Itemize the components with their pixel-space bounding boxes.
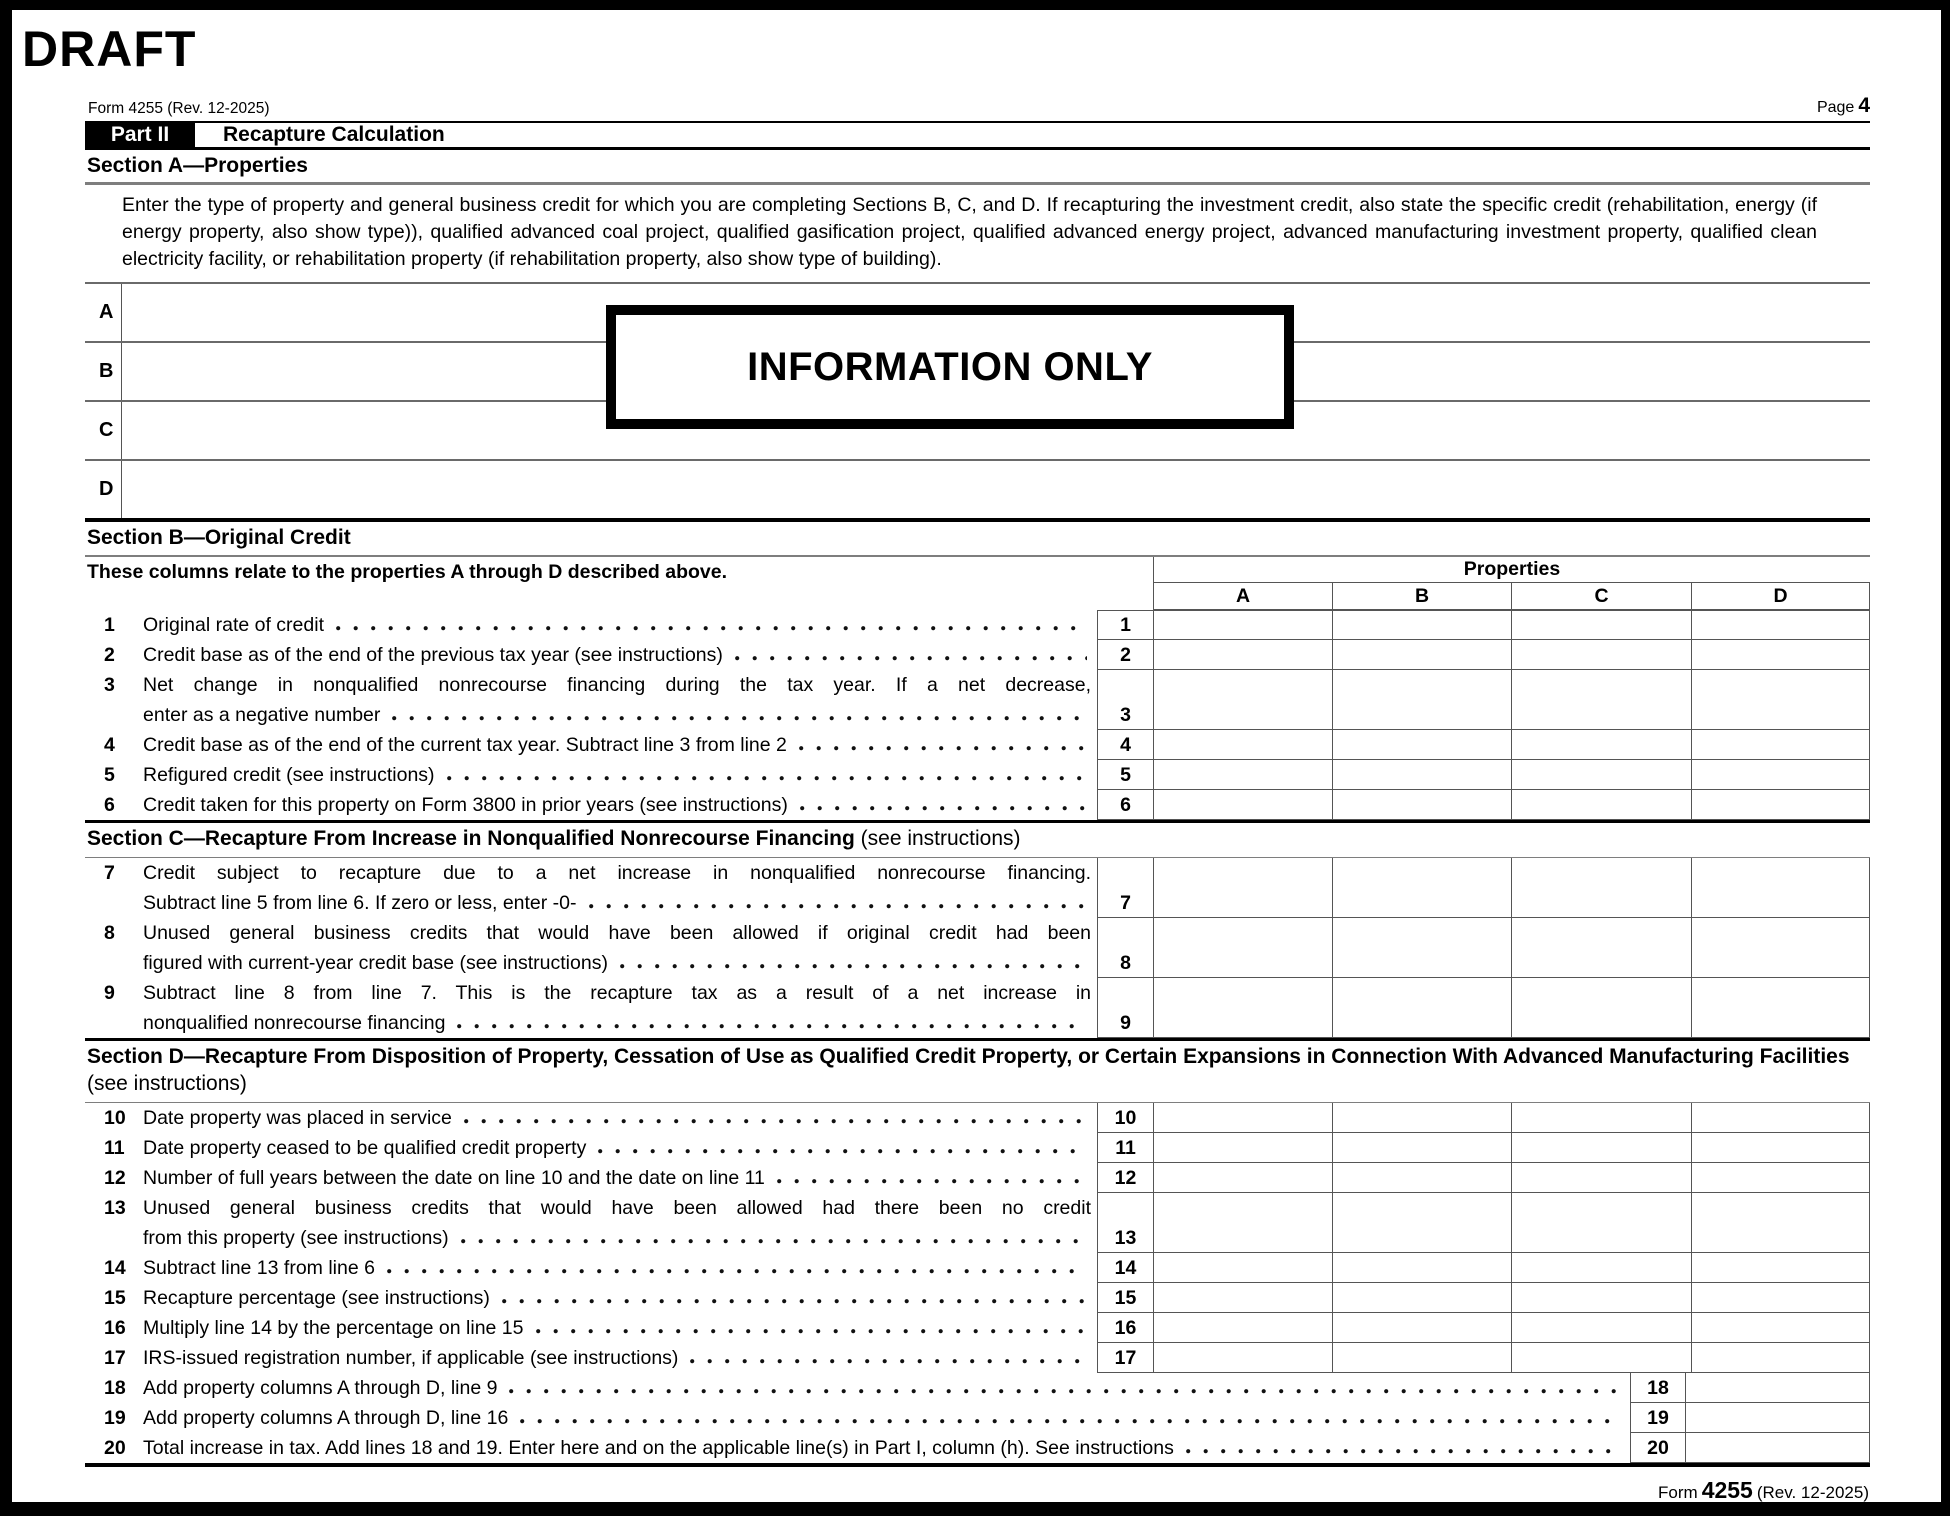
part-2-label: Part II (85, 123, 195, 147)
line-15-property-d-cell (1691, 1283, 1870, 1313)
line-20-amount-cell (1685, 1433, 1870, 1463)
property-row-label-d: D (85, 461, 122, 518)
line-11-property-b-cell (1332, 1133, 1511, 1163)
line-19-number-box: 19 (1630, 1403, 1685, 1433)
line-18-number: 18 (104, 1376, 126, 1399)
line-11-number: 11 (104, 1136, 125, 1159)
line-3-number: 3 (104, 674, 115, 696)
section-a-header: Section A—Properties (85, 150, 1870, 185)
page-footer (85, 1477, 1870, 1504)
column-header-a: A (1153, 583, 1332, 610)
line-9-property-b-cell (1332, 978, 1511, 1038)
line-16-property-a-cell (1153, 1313, 1332, 1343)
page-number (1817, 94, 1870, 118)
page-header-row (85, 94, 1870, 118)
line-16-property-d-cell (1691, 1313, 1870, 1343)
line-5-number-box: 5 (1097, 760, 1153, 790)
line-17-number: 17 (104, 1346, 126, 1369)
line-2-property-d-cell (1691, 640, 1870, 670)
line-17-property-c-cell (1511, 1343, 1691, 1373)
line-18-description: 18 Add property columns A through D, line 9 (85, 1373, 1630, 1403)
line-9-number: 9 (104, 981, 115, 1004)
line-2-property-b-cell (1332, 640, 1511, 670)
line-1-number-box: 1 (1097, 610, 1153, 640)
line-12-property-d-cell (1691, 1163, 1870, 1193)
line-6-property-b-cell (1332, 790, 1511, 820)
footer-form-word: Form (1658, 1482, 1698, 1502)
line-5-property-d-cell (1691, 760, 1870, 790)
line-13-property-b-cell (1332, 1193, 1511, 1253)
line-15-property-a-cell (1153, 1283, 1332, 1313)
line-14-property-c-cell (1511, 1253, 1691, 1283)
property-row-label-a: A (85, 284, 122, 341)
line-6-property-d-cell (1691, 790, 1870, 820)
line-5-property-a-cell (1153, 760, 1332, 790)
line-11-property-d-cell (1691, 1133, 1870, 1163)
line-8-number: 8 (104, 921, 115, 944)
line-6-property-c-cell (1511, 790, 1691, 820)
dot-leader (502, 1298, 1087, 1305)
properties-table-header (85, 557, 1870, 610)
line-10-number: 10 (104, 1106, 126, 1129)
dot-leader (392, 715, 1087, 722)
line-13-property-d-cell (1691, 1193, 1870, 1253)
line-4-property-c-cell (1511, 730, 1691, 760)
line-15-number: 15 (104, 1286, 126, 1309)
dot-leader (461, 1238, 1087, 1245)
line-16-property-c-cell (1511, 1313, 1691, 1343)
totals-lines-table (85, 1373, 1870, 1463)
line-2-description: 2 Credit base as of the end of the previous tax year (see instructions) (85, 640, 1097, 670)
line-15-description: 15 Recapture percentage (see instructions) (85, 1283, 1097, 1313)
line-17-number-box: 17 (1097, 1343, 1153, 1373)
line-12-description: 12 Number of full years between the date on line 10 and the date on line 11 (85, 1163, 1097, 1193)
line-13-description: 13 Unused general business credits that would have been allowed had there been no credit from this property (see instructions) (85, 1193, 1097, 1253)
dot-leader (457, 1023, 1087, 1030)
bottom-rule (85, 1463, 1870, 1467)
line-4-property-b-cell (1332, 730, 1511, 760)
line-17-property-a-cell (1153, 1343, 1332, 1373)
line-4-property-a-cell (1153, 730, 1332, 760)
dot-leader (536, 1328, 1088, 1335)
line-8-property-a-cell (1153, 918, 1332, 978)
line-19-number: 19 (104, 1406, 126, 1429)
line-2-property-c-cell (1511, 640, 1691, 670)
line-5-property-c-cell (1511, 760, 1691, 790)
line-16-description: 16 Multiply line 14 by the percentage on line 15 (85, 1313, 1097, 1343)
line-8-property-c-cell (1511, 918, 1691, 978)
line-10-description: 10 Date property was placed in service (85, 1103, 1097, 1133)
dot-leader (509, 1388, 1620, 1395)
section-c-header (85, 820, 1870, 858)
line-15-number-box: 15 (1097, 1283, 1153, 1313)
line-14-number: 14 (104, 1256, 126, 1279)
line-11-property-c-cell (1511, 1133, 1691, 1163)
line-1-property-a-cell (1153, 610, 1332, 640)
column-header-b: B (1332, 583, 1511, 610)
line-10-number-box: 10 (1097, 1103, 1153, 1133)
line-4-number: 4 (104, 734, 115, 756)
information-only-label: INFORMATION ONLY (747, 344, 1153, 389)
line-17-description: 17 IRS-issued registration number, if applicable (see instructions) (85, 1343, 1097, 1373)
line-5-description: 5 Refigured credit (see instructions) (85, 760, 1097, 790)
line-20-number-box: 20 (1630, 1433, 1685, 1463)
section-d-header (85, 1038, 1870, 1103)
line-11-number-box: 11 (1097, 1133, 1153, 1163)
line-9-property-a-cell (1153, 978, 1332, 1038)
line-12-number-box: 12 (1097, 1163, 1153, 1193)
dot-leader (598, 1148, 1087, 1155)
draft-watermark: DRAFT (22, 21, 197, 77)
dot-leader (520, 1418, 1620, 1425)
line-1-property-d-cell (1691, 610, 1870, 640)
line-8-number-box: 8 (1097, 918, 1153, 978)
line-16-number-box: 16 (1097, 1313, 1153, 1343)
line-9-number-box: 9 (1097, 978, 1153, 1038)
line-2-number: 2 (104, 644, 115, 666)
line-11-description: 11 Date property ceased to be qualified credit property (85, 1133, 1097, 1163)
line-7-description: 7 Credit subject to recapture due to a net increase in nonqualified nonrecourse financing. Subtract line 5 from line 6. If zero or less, enter -0- (85, 858, 1097, 918)
line-3-property-b-cell (1332, 670, 1511, 730)
line-10-property-d-cell (1691, 1103, 1870, 1133)
line-10-property-c-cell (1511, 1103, 1691, 1133)
line-7-property-d-cell (1691, 858, 1870, 918)
line-13-number: 13 (104, 1196, 126, 1219)
line-19-description: 19 Add property columns A through D, line 16 (85, 1403, 1630, 1433)
line-4-property-d-cell (1691, 730, 1870, 760)
line-7-number: 7 (104, 861, 115, 884)
line-10-property-b-cell (1332, 1103, 1511, 1133)
line-4-number-box: 4 (1097, 730, 1153, 760)
dot-leader (735, 655, 1087, 662)
line-14-description: 14 Subtract line 13 from line 6 (85, 1253, 1097, 1283)
line-14-number-box: 14 (1097, 1253, 1153, 1283)
line-18-amount-cell (1685, 1373, 1870, 1403)
line-1-number: 1 (104, 614, 115, 636)
line-3-number-box: 3 (1097, 670, 1153, 730)
line-8-description: 8 Unused general business credits that would have been allowed if original credit had been figured with current-year credit base (see instructions) (85, 918, 1097, 978)
line-6-description: 6 Credit taken for this property on Form 3800 in prior years (see instructions) (85, 790, 1097, 820)
dot-leader (336, 625, 1087, 632)
property-row-label-b: B (85, 343, 122, 400)
line-2-number-box: 2 (1097, 640, 1153, 670)
line-12-property-a-cell (1153, 1163, 1332, 1193)
line-14-property-b-cell (1332, 1253, 1511, 1283)
line-2-property-a-cell (1153, 640, 1332, 670)
line-1-property-c-cell (1511, 610, 1691, 640)
part-2-title: Recapture Calculation (223, 123, 445, 146)
property-row-label-c: C (85, 402, 122, 459)
line-3-property-d-cell (1691, 670, 1870, 730)
line-1-property-b-cell (1332, 610, 1511, 640)
line-16-property-b-cell (1332, 1313, 1511, 1343)
line-4-description: 4 Credit base as of the end of the current tax year. Subtract line 3 from line 2 (85, 730, 1097, 760)
line-9-description: 9 Subtract line 8 from line 7. This is the recapture tax as a result of a net increase in nonqualified nonrecourse financing (85, 978, 1097, 1038)
line-9-property-c-cell (1511, 978, 1691, 1038)
line-17-property-b-cell (1332, 1343, 1511, 1373)
line-20-description: 20 Total increase in tax. Add lines 18 and 19. Enter here and on the applicable line(s) in Part I, column (h). See instructions (85, 1433, 1630, 1463)
line-3-description: 3 Net change in nonqualified nonrecourse financing during the tax year. If a net decrease, enter as a negative number (85, 670, 1097, 730)
column-header-c: C (1511, 583, 1691, 610)
section-d-header-title: Section D—Recapture From Disposition of Property, Cessation of Use as Qualified Credit Property, or Certain Expansions in Connection With Advanced Manufacturing Facilities (87, 1044, 1850, 1068)
line-7-property-c-cell (1511, 858, 1691, 918)
line-7-number-box: 7 (1097, 858, 1153, 918)
line-15-property-b-cell (1332, 1283, 1511, 1313)
section-a-instructions: Enter the type of property and general business credit for which you are completing Sections B, C, and D. If recapturing the investment credit, also state the specific credit (rehabilitation, energy (if energy property, also show type)), qualified advanced coal project, qualified gasification project, qualified advanced energy project, advanced manufacturing investment property, qualified clean electricity facility, or rehabilitation property (if rehabilitation property, also show type of building). (122, 194, 1817, 270)
dot-leader (1186, 1448, 1620, 1455)
section-d-header-note: (see instructions) (87, 1072, 247, 1095)
line-7-property-b-cell (1332, 858, 1511, 918)
line-12-property-b-cell (1332, 1163, 1511, 1193)
line-5-number: 5 (104, 764, 115, 786)
line-6-number: 6 (104, 794, 115, 816)
line-6-number-box: 6 (1097, 790, 1153, 820)
line-11-property-a-cell (1153, 1133, 1332, 1163)
column-header-d: D (1691, 583, 1870, 610)
footer-form-revision: (Rev. 12-2025) (1756, 1482, 1869, 1502)
dot-leader (690, 1358, 1087, 1365)
dot-leader (777, 1178, 1087, 1185)
section-b-header: Section B—Original Credit (85, 518, 1870, 557)
line-18-number-box: 18 (1630, 1373, 1685, 1403)
property-d-entry-area (122, 461, 1870, 518)
line-12-number: 12 (104, 1166, 126, 1189)
line-13-number-box: 13 (1097, 1193, 1153, 1253)
line-13-property-a-cell (1153, 1193, 1332, 1253)
line-8-property-b-cell (1332, 918, 1511, 978)
dot-leader (799, 745, 1087, 752)
line-1-description: 1 Original rate of credit (85, 610, 1097, 640)
line-10-property-a-cell (1153, 1103, 1332, 1133)
properties-column-group-header: Properties (1153, 557, 1870, 583)
line-14-property-a-cell (1153, 1253, 1332, 1283)
dot-leader (447, 775, 1087, 782)
line-20-number: 20 (104, 1436, 126, 1459)
line-8-property-d-cell (1691, 918, 1870, 978)
page-number-value: 4 (1858, 94, 1870, 117)
section-c-header-title: Section C—Recapture From Increase in Nonqualified Nonrecourse Financing (87, 827, 855, 850)
line-5-property-b-cell (1332, 760, 1511, 790)
dot-leader (620, 963, 1087, 970)
form-revision-label: Form 4255 (Rev. 12-2025) (88, 100, 270, 117)
line-13-property-c-cell (1511, 1193, 1691, 1253)
section-c-header-note: (see instructions) (854, 827, 1021, 850)
dot-leader (464, 1118, 1087, 1125)
columns-note: These columns relate to the properties A through D described above. (87, 561, 728, 583)
line-6-property-a-cell (1153, 790, 1332, 820)
line-14-property-d-cell (1691, 1253, 1870, 1283)
dot-leader (800, 805, 1087, 812)
line-17-property-d-cell (1691, 1343, 1870, 1373)
line-12-property-c-cell (1511, 1163, 1691, 1193)
line-15-property-c-cell (1511, 1283, 1691, 1313)
line-7-property-a-cell (1153, 858, 1332, 918)
page-label: Page (1816, 99, 1855, 116)
line-16-number: 16 (104, 1316, 126, 1339)
property-row-d (85, 459, 1870, 518)
recapture-lines-table (85, 610, 1870, 1373)
line-3-property-a-cell (1153, 670, 1332, 730)
dot-leader (387, 1268, 1087, 1275)
information-only-stamp (606, 305, 1294, 429)
line-19-amount-cell (1685, 1403, 1870, 1433)
part-2-header-bar (85, 121, 1870, 150)
line-9-property-d-cell (1691, 978, 1870, 1038)
dot-leader (589, 903, 1087, 910)
footer-form-number: 4255 (1701, 1476, 1753, 1503)
line-3-property-c-cell (1511, 670, 1691, 730)
